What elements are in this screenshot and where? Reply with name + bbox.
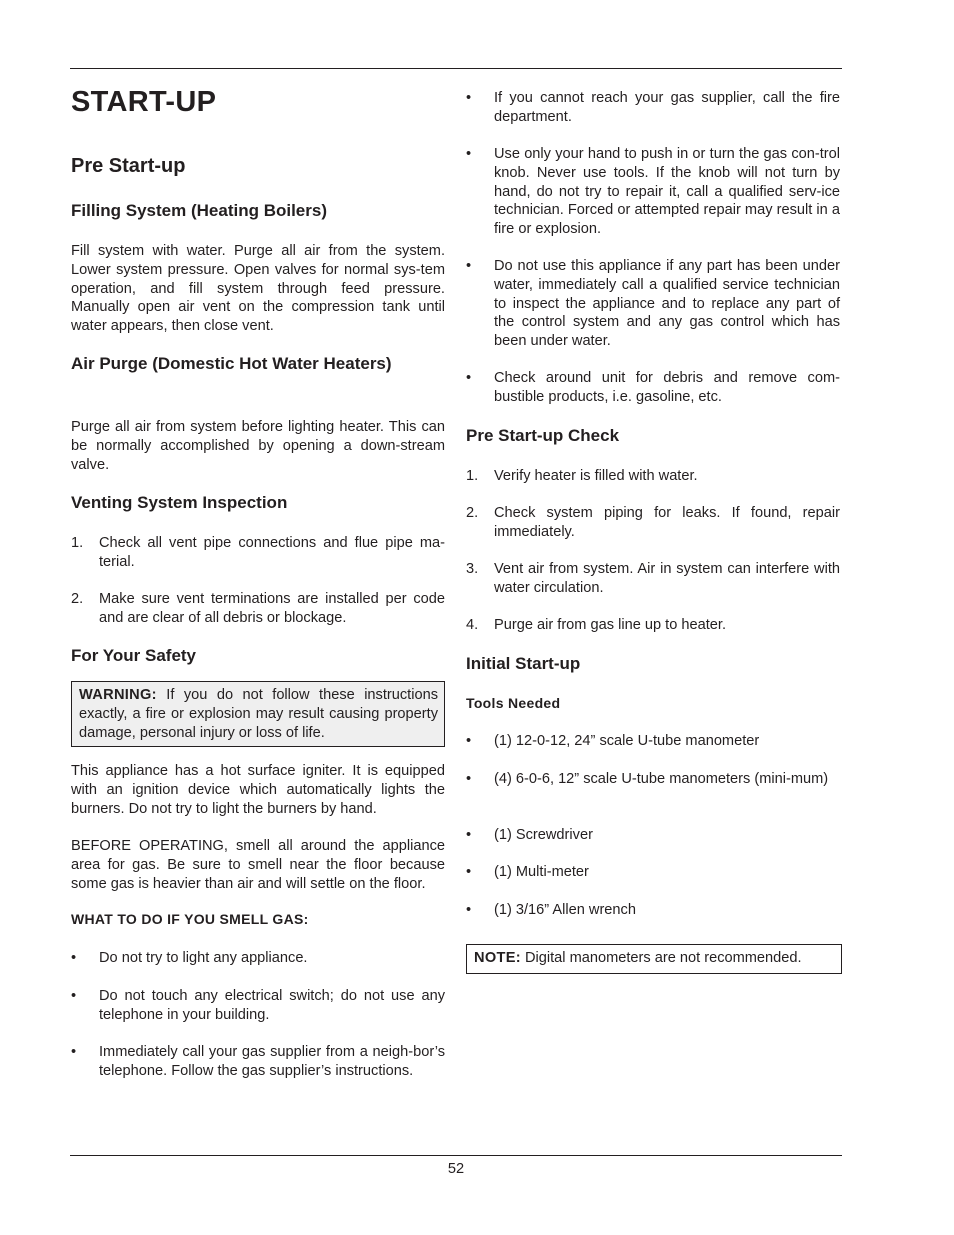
list-text: Check system piping for leaks. If found, repair immediately. [494,505,840,540]
bullet-item [466,89,840,127]
list-item [71,534,445,572]
warning-label: WARNING: [79,687,157,703]
bullet-item [71,1043,445,1081]
bullet-text: (4) 6-0-6, 12” scale U-tube manometers (mini-mum) [494,771,829,787]
note-box [466,944,842,974]
list-item [466,504,840,542]
bullet-dot: • [466,370,472,386]
bullet-text: (1) 12-0-12, 24” scale U-tube manometer [494,733,760,749]
bullet-dot: • [466,733,472,749]
bullet-text: Use only your hand to push in or turn the gas con-trol knob. Never use tools. If the knob will not turn by hand, do not try to repair it, call a qualified serv-ice technician. Forced or attempted repair may result in a fire or explosion. [494,146,840,238]
bullet-item [466,826,840,845]
bullet-item [466,863,840,882]
top-rule [70,68,842,69]
list-item [466,616,840,635]
bullet-dot: • [71,950,77,966]
bullet-dot: • [466,827,472,843]
bullet-text: If you cannot reach your gas supplier, call the fire department. [494,90,840,125]
filling-heading: Filling System (Heating Boilers) [71,201,327,220]
bullet-item [466,257,840,351]
bullet-text: Immediately call your gas supplier from a neigh-bor’s telephone. Follow the gas supplier’s instructions. [99,1044,445,1079]
list-number: 2. [71,591,84,607]
warning-text: If you do not follow these instructions exactly, a fire or explosion may result causing property damage, personal injury or loss of life. [79,687,438,741]
list-text: Vent air from system. Air in system can interfere with water circulation. [494,561,840,596]
bullet-text: Do not touch any electrical switch; do not use any telephone in your building. [99,988,445,1023]
list-number: 2. [466,505,479,521]
bullet-dot: • [466,902,472,918]
list-item [466,560,840,598]
list-number: 4. [466,617,479,633]
air-purge-body: Purge all air from system before lighting heater. This can be normally accomplished by opening a down-stream valve. [71,419,445,473]
igniter-paragraph: This appliance has a hot surface igniter. It is equipped with an ignition device which automatically lights the burners. Do not try to light the burners by hand. [71,763,445,817]
filling-body: Fill system with water. Purge all air from the system. Lower system pressure. Open valves for normal sys-tem operation, and fill system through feed pressure. Manually open air vent on the compression tank until water appears, then close vent. [71,243,445,335]
list-text: Check all vent pipe connections and flue pipe ma-terial. [99,535,445,570]
bullet-text: Do not try to light any appliance. [99,950,308,966]
bullet-dot: • [466,90,472,106]
list-text: Purge air from gas line up to heater. [494,617,727,633]
bullet-text: Check around unit for debris and remove com-bustible products, i.e. gasoline, etc. [494,370,840,405]
bullet-item [466,732,840,751]
bullet-item [466,145,840,239]
bullet-item [466,770,840,789]
bullet-text: (1) Screwdriver [494,827,593,843]
list-text: Verify heater is filled with water. [494,468,698,484]
list-number: 3. [466,561,479,577]
list-item [466,467,840,486]
section-title: Pre Start-up [71,155,186,177]
page-title: START-UP [71,86,217,118]
bullet-item [466,369,840,407]
list-text: Make sure vent terminations are installed per code and are clear of all debris or blockage. [99,591,445,626]
bullet-dot: • [71,1044,77,1060]
bullet-item [71,949,445,968]
bottom-rule [70,1155,842,1156]
bullet-dot: • [466,864,472,880]
before-operating-paragraph: BEFORE OPERATING, smell all around the appliance area for gas. Be sure to smell near the floor because some gas is heavier than air and will settle on the floor. [71,838,445,892]
bullet-item [71,987,445,1025]
bullet-dot: • [466,258,472,274]
note-text: Digital manometers are not recommended. [524,950,802,966]
initial-heading: Initial Start-up [466,654,581,673]
page-number: 52 [447,1161,465,1177]
bullet-item [466,901,840,920]
tools-heading: Tools Needed [466,695,561,711]
check-heading: Pre Start-up Check [466,426,620,445]
bullet-dot: • [466,771,472,787]
list-number: 1. [466,468,479,484]
list-item [71,590,445,628]
smell-gas-heading: WHAT TO DO IF YOU SMELL GAS: [71,911,309,927]
venting-heading: Venting System Inspection [71,493,288,512]
note-label: NOTE: [474,950,521,966]
bullet-text: (1) Multi-meter [494,864,589,880]
bullet-text: Do not use this appliance if any part has been under water, immediately call a qualified service technician to inspect the appliance and to replace any part of the control system and any gas control which has been under water. [494,258,840,350]
list-number: 1. [71,535,84,551]
safety-heading: For Your Safety [71,646,197,665]
warning-box [71,681,445,747]
bullet-text: (1) 3/16” Allen wrench [494,902,636,918]
bullet-dot: • [71,988,77,1004]
air-purge-heading: Air Purge (Domestic Hot Water Heaters) [71,354,392,373]
bullet-dot: • [466,146,472,162]
